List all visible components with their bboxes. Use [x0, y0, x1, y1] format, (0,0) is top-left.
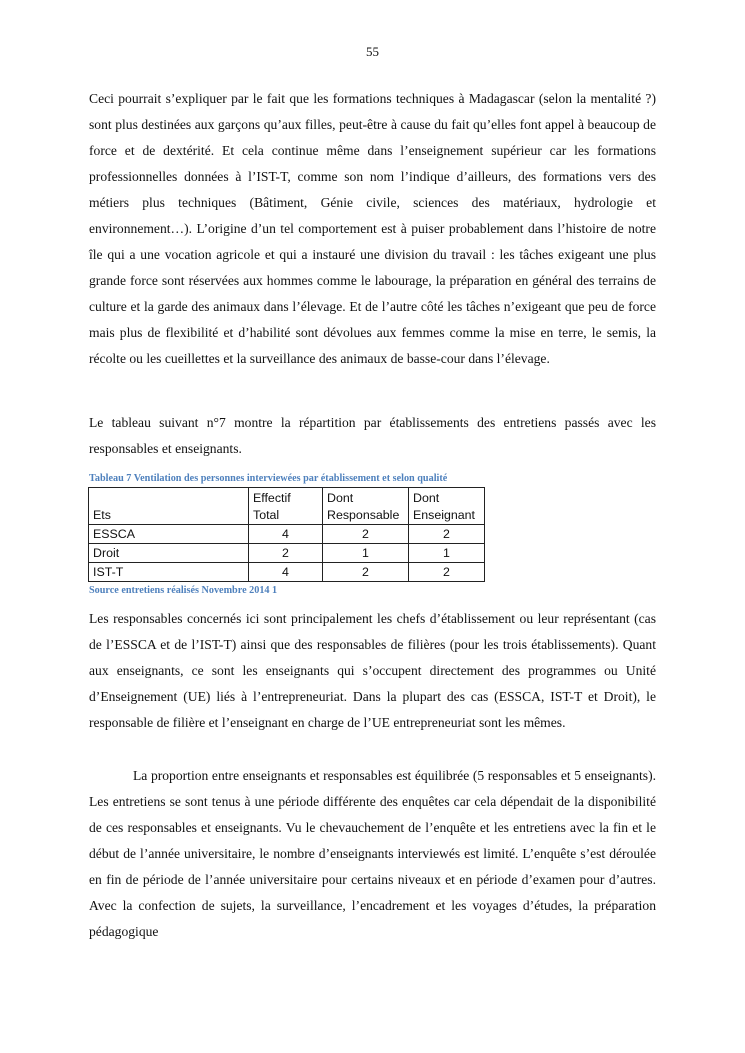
cell-enseignant: 1 — [409, 544, 485, 563]
cell-enseignant: 2 — [409, 525, 485, 544]
cell-responsable: 1 — [323, 544, 409, 563]
paragraph-1: Ceci pourrait s’expliquer par le fait que les formations techniques à Madagascar (selon la mentalité ?) sont plus destinées aux garçons qu’aux filles, peut-être à cause du fait qu’elles font appel à beaucoup de force et de dextérité. Et cela continue même dans l’enseignement supérieur car les formations professionnelles données à l’IST-T, comme son nom l’indique d’ailleurs, des formations vers des métiers plus techniques (Bâtiment, Génie civile, sciences des matériaux, hydrologie et environnement…). L’origine d’un tel comportement est à puiser probablement dans l’histoire de notre île qui a une vocation agricole et qui a instauré une division du travail : les tâches exigeant une plus grande force sont réservées aux hommes comme le labourage, la préparation en général des terrains de culture et la garde des animaux dans l’élevage. Et de l’autre côté les tâches n’exigeant que peu de force mais plus de flexibilité et d’habilité sont dévolues aux femmes comme la mise en terre, le semis, la récolte ou les cueillettes et la surveillance des animaux de basse-cour dans l’élevage. — [89, 91, 656, 366]
table-row — [89, 563, 485, 582]
table-row — [89, 544, 485, 563]
cell-total: 4 — [249, 525, 323, 544]
header-dont-enseignant: Dont Enseignant — [409, 488, 485, 525]
cell-ets: IST-T — [89, 563, 249, 582]
table-source-note: Source entretiens réalisés Novembre 2014 1 — [89, 585, 278, 596]
cell-ets: ESSCA — [89, 525, 249, 544]
cell-responsable: 2 — [323, 563, 409, 582]
paragraph-4: La proportion entre enseignants et responsables est équilibrée (5 responsables et 5 enseignants). Les entretiens se sont tenus à une période différente des enquêtes car cela dépendait de la disponibilité de ces responsables et enseignants. Vu le chevauchement de l’enquête et les entretiens avec la fin et le début de l’année universitaire, le nombre d’enseignants interviewés est limité. L’enquête s’est déroulée en fin de période de l’année universitaire pour certains niveaux et en période d’examen pour d’autres. Avec la confection de sujets, la surveillance, l’encadrement et les voyages d’études, la préparation pédagogique — [89, 768, 656, 939]
table-header-row — [89, 488, 485, 525]
header-ets: Ets — [89, 488, 249, 525]
header-dont-responsable: Dont Responsable — [323, 488, 409, 525]
cell-ets: Droit — [89, 544, 249, 563]
table-caption: Tableau 7 Ventilation des personnes interviewées par établissement et selon qualité — [89, 473, 448, 484]
paragraph-3: Les responsables concernés ici sont principalement les chefs d’établissement ou leur représentant (cas de l’ESSCA et de l’IST-T) ainsi que des responsables de filières (pour les trois établissements). Quant aux enseignants, ce sont les enseignants qui s’occupent directement des programmes ou Unité d’Enseignement (UE) liés à l’entrepreneuriat. Dans la plupart des cas (ESSCA, IST-T et Droit), le responsable de filière et l’enseignant en charge de l’UE entrepreneuriat sont les mêmes. — [89, 611, 656, 730]
cell-total: 4 — [249, 563, 323, 582]
cell-enseignant: 2 — [409, 563, 485, 582]
cell-total: 2 — [249, 544, 323, 563]
cell-responsable: 2 — [323, 525, 409, 544]
table-row — [89, 525, 485, 544]
page-number: 55 — [366, 44, 379, 59]
header-effectif-total: Effectif Total — [249, 488, 323, 525]
interviews-table — [88, 487, 485, 582]
paragraph-2: Le tableau suivant n°7 montre la répartition par établissements des entretiens passés avec les responsables et enseignants. — [89, 415, 656, 456]
